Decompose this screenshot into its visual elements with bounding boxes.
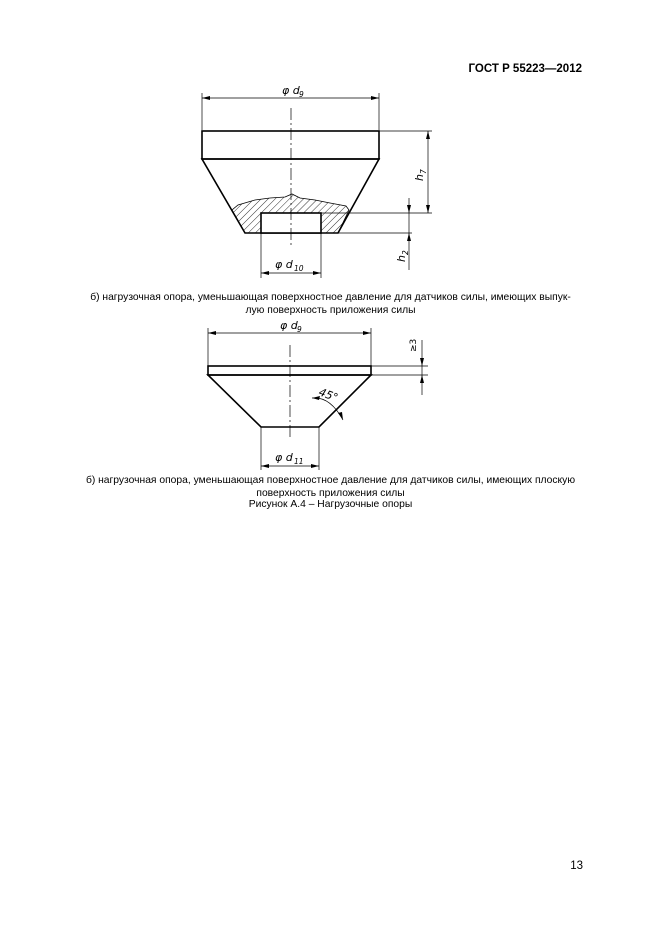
figure-1-drawing xyxy=(0,80,661,290)
dim-d9-sub-2: 9 xyxy=(297,325,302,334)
top-plate-2 xyxy=(208,366,371,375)
dimension-d9-fig1 xyxy=(202,84,379,130)
figure-1-caption-text: б) нагрузочная опора, уменьшающая поверхностное давление для датчиков силы, имеющих выпук- лую поверхность приложения силы xyxy=(90,292,571,316)
page-number: 13 xyxy=(570,860,583,872)
dimension-d9-fig2 xyxy=(208,320,371,366)
dim-d9-label-2: φ d xyxy=(280,320,298,332)
figure-2-drawing xyxy=(0,320,661,475)
dim-thickness-label: ≥3 xyxy=(409,338,419,352)
cone-body-2 xyxy=(208,375,371,427)
dim-h2-label: h xyxy=(395,255,408,262)
top-plate xyxy=(202,131,379,159)
dim-d10-label: φ d xyxy=(275,258,293,271)
figure-1-caption xyxy=(40,292,621,317)
figure-title: Рисунок А.4 – Нагрузочные опоры xyxy=(248,499,413,510)
dimension-h7 xyxy=(321,131,432,213)
figure-2-caption xyxy=(40,475,621,500)
dim-h7-label: h xyxy=(413,174,426,181)
dimension-angle xyxy=(312,386,343,420)
dim-d9-label: φ d xyxy=(282,84,300,97)
dim-d11-label: φ d xyxy=(275,451,293,464)
dim-h7-sub: 7 xyxy=(419,169,428,174)
dim-h2-sub: 2 xyxy=(401,250,410,255)
document-header: ГОСТ Р 55223—2012 xyxy=(468,63,582,75)
dim-d11-sub: 11 xyxy=(294,457,304,466)
dim-angle-label: 45° xyxy=(316,385,340,405)
dimension-h2 xyxy=(338,198,412,270)
dimension-thickness xyxy=(371,339,428,395)
dim-d10-sub: 10 xyxy=(294,264,304,273)
dim-d9-sub: 9 xyxy=(299,90,304,99)
figure-2-caption-text: б) нагрузочная опора, уменьшающая поверхностное давление для датчиков силы, имеющих плоскую поверхность приложения силы xyxy=(85,475,576,499)
